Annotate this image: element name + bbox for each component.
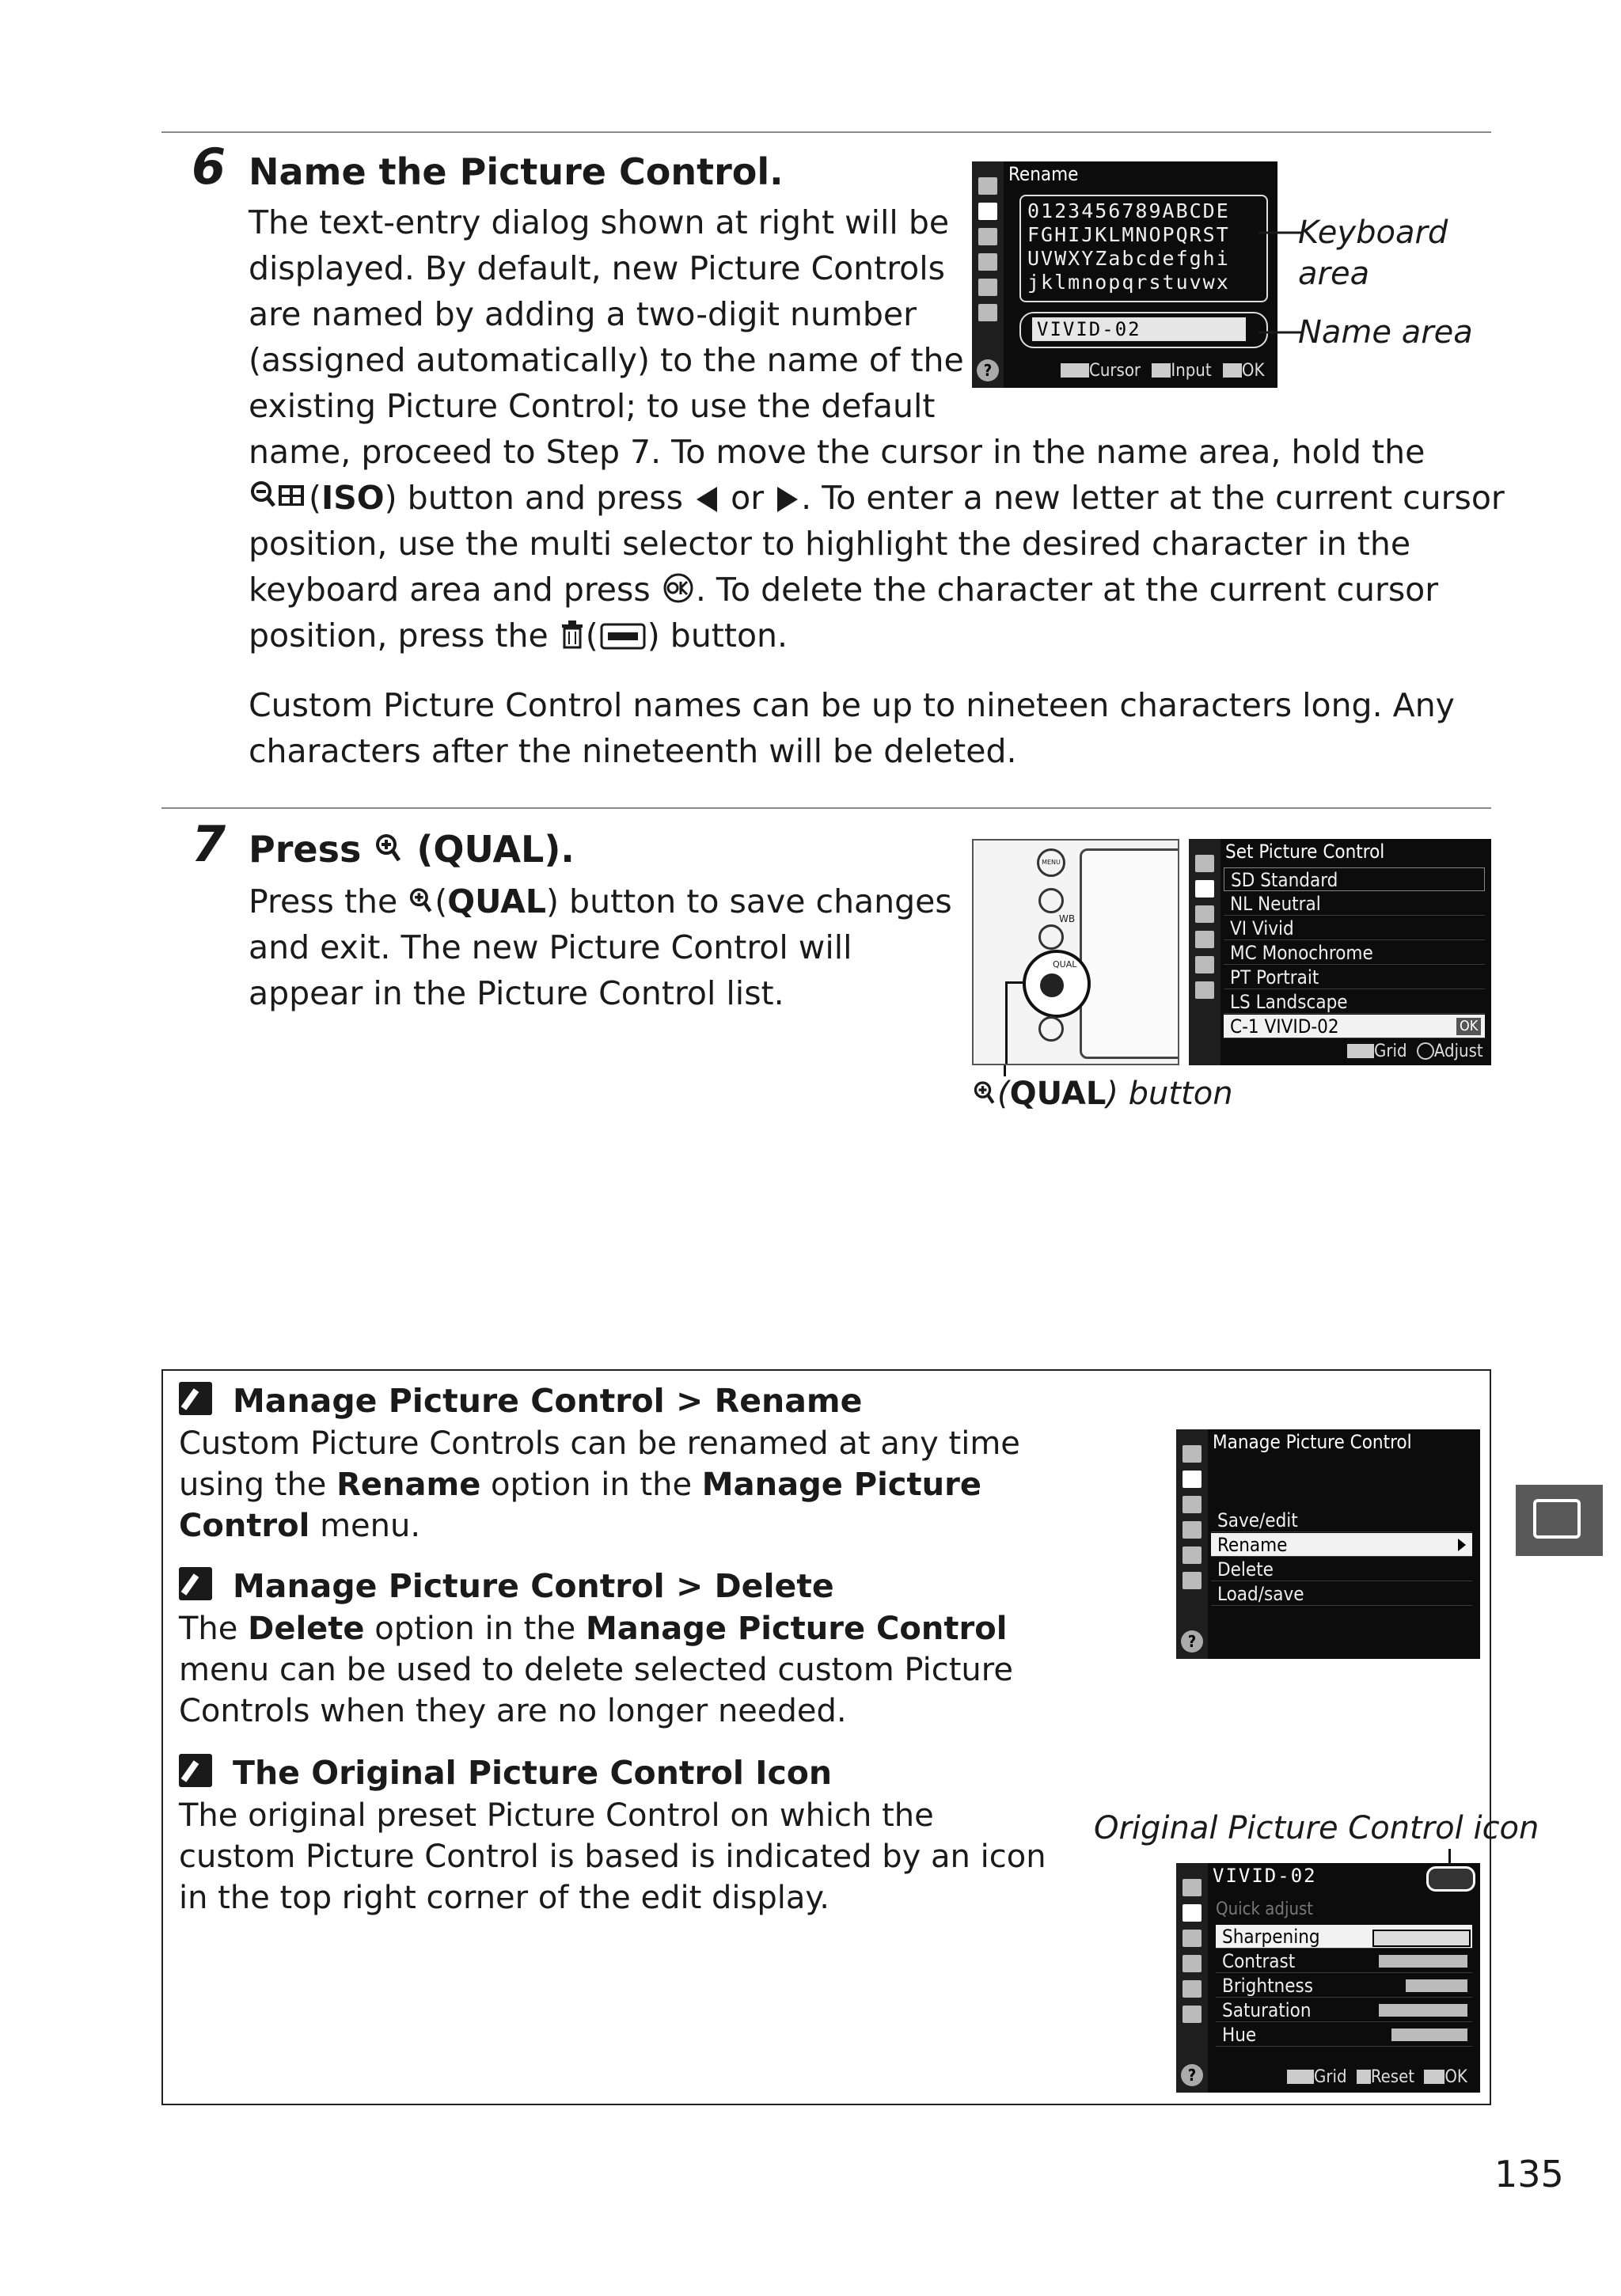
text-fragment: ( (435, 882, 448, 920)
text-fragment: Custom Picture Controls can be renamed at any time (179, 1425, 1020, 1462)
edit-screen-title: VIVID-02 (1213, 1865, 1317, 1887)
text-fragment: . To delete the character at the current cursor (695, 571, 1439, 609)
custom-settings-icon (1195, 905, 1214, 923)
tip-body (179, 1795, 1046, 1918)
menu-tabs (1176, 1429, 1208, 1659)
text-fragment: . To enter a new letter at the current cursor (801, 479, 1505, 517)
keyboard-row: UVWXYZabcdefghi (1027, 247, 1230, 270)
text-line (179, 1608, 1013, 1649)
shooting-menu-icon (978, 203, 997, 220)
left-arrow-icon (697, 487, 717, 512)
tips-box (161, 1369, 1539, 2105)
text-fragment: using the (179, 1467, 337, 1503)
keyboard-row: 0123456789ABCDE (1027, 199, 1230, 222)
text-line: appear in the Picture Control list. (249, 974, 784, 1012)
camera-lcd (1080, 848, 1179, 1059)
camera-back-illustration (972, 839, 1179, 1065)
step-7-title (249, 828, 575, 871)
title-fragment: Press (249, 828, 362, 871)
custom-settings-icon (978, 228, 997, 245)
text-line: displayed. By default, new Picture Controls (249, 249, 946, 287)
menu-option-name: Rename (336, 1467, 481, 1503)
picture-control-item[interactable]: SD Standard (1224, 867, 1485, 891)
text-fragment: ( (585, 617, 598, 655)
shooting-menu-icon (1183, 1904, 1202, 1922)
cursor-button-icon (1061, 363, 1089, 378)
text-line (179, 1795, 1046, 1836)
footer-label: OK (1444, 2067, 1467, 2087)
title-fragment: (QUAL). (416, 828, 575, 871)
top-rule (161, 131, 1491, 133)
keyboard-area-callout (1298, 212, 1448, 294)
adjust-item[interactable]: Brightness (1216, 1974, 1472, 1998)
menu-button: MENU (1037, 848, 1065, 877)
footer-label: OK (1241, 361, 1265, 381)
keyboard-row: jklmnopqrstuvwx (1027, 271, 1230, 294)
footer-label: Grid (1374, 1042, 1407, 1061)
setup-menu-icon (978, 253, 997, 271)
camera-button (1038, 924, 1064, 950)
trash-badge-icon (1357, 2070, 1371, 2084)
picture-control-item[interactable]: VI Vivid (1224, 917, 1485, 940)
section-tab-marker (1516, 1485, 1603, 1556)
tip-heading: The Original Picture Control Icon (233, 1754, 833, 1792)
adjust-slider[interactable] (1372, 1930, 1471, 1947)
text-line (179, 1649, 1013, 1691)
adjust-item-selected[interactable]: Sharpening (1216, 1925, 1472, 1949)
ok-button-icon (662, 572, 694, 604)
text-line: existing Picture Control; to use the default (249, 387, 936, 425)
text-fragment: ( (309, 479, 321, 517)
picture-control-item[interactable]: NL Neutral (1224, 892, 1485, 916)
keyboard-row: FGHIJKLMNOPQRST (1027, 223, 1230, 246)
retouch-menu-icon (1195, 956, 1214, 973)
text-line (179, 1505, 1020, 1546)
rename-footer (1061, 361, 1264, 381)
my-menu-icon (1183, 1572, 1202, 1589)
ok-badge-icon (1152, 363, 1171, 378)
text-line (249, 613, 1505, 658)
text-fragment: custom Picture Control is based is indicated by an icon (179, 1839, 1046, 1875)
text-fragment: Press the (249, 882, 398, 920)
setup-menu-icon (1183, 1521, 1202, 1539)
qual-button-caption (972, 1073, 1233, 1114)
text-line: and exit. The new Picture Control will (249, 928, 852, 966)
my-menu-icon (1195, 981, 1214, 999)
custom-settings-icon (1183, 1496, 1202, 1513)
text-line: Custom Picture Control names can be up to nineteen characters long. Any (249, 686, 1455, 724)
set-picture-control-screen (1189, 839, 1491, 1065)
qual-label: QUAL (1009, 1076, 1107, 1112)
zoom-badge-icon (1223, 363, 1242, 378)
setup-menu-icon (1183, 1955, 1202, 1972)
pencil-note-icon (179, 1567, 212, 1600)
iso-label: ISO (321, 479, 385, 517)
playback-menu-icon (1183, 1445, 1202, 1463)
zoom-in-icon (974, 1080, 996, 1107)
footer-label: Grid (1314, 2067, 1347, 2087)
text-fragment: menu can be used to delete selected custom Picture (179, 1652, 1013, 1688)
manage-picture-control-title: Manage Picture Control (1213, 1431, 1412, 1453)
text-line (249, 475, 1505, 521)
text-line (249, 567, 1505, 613)
menu-item[interactable]: Save/edit (1211, 1509, 1472, 1532)
text-fragment: option in the (364, 1611, 586, 1647)
page-number: 135 (1494, 2153, 1564, 2195)
text-line (179, 1877, 1046, 1918)
playback-menu-icon (1183, 1879, 1202, 1896)
format-icon (600, 623, 646, 650)
caption-pointer-line (1005, 981, 1023, 984)
menu-item[interactable]: Delete (1211, 1558, 1472, 1581)
quick-adjust-label: Quick adjust (1216, 1899, 1314, 1919)
text-fragment: The original preset Picture Control on which the (179, 1797, 934, 1834)
adjust-item[interactable]: Saturation (1216, 1998, 1472, 2022)
qual-button-label: QUAL (1053, 959, 1077, 970)
menu-name: Manage Picture Control (585, 1611, 1008, 1647)
help-icon: ? (977, 359, 999, 381)
text-line: (assigned automatically) to the name of the (249, 341, 964, 379)
step-6-note (249, 682, 1455, 774)
adjust-slider[interactable] (1391, 2028, 1467, 2041)
caption-fragment: ( (997, 1076, 1010, 1112)
text-line (179, 1691, 1013, 1732)
shooting-menu-icon (1533, 1499, 1581, 1539)
menu-item[interactable]: Load/save (1211, 1582, 1472, 1606)
middle-rule (161, 807, 1491, 809)
right-arrow-icon (777, 487, 798, 512)
edit-screen-footer (1287, 2067, 1467, 2087)
playback-menu-icon (978, 177, 997, 195)
step-6-number: 6 (192, 138, 226, 195)
picture-control-item-selected[interactable]: C-1 VIVID-02 (1224, 1015, 1485, 1038)
text-fragment: in the top right corner of the edit display. (179, 1880, 830, 1916)
edit-picture-control-screen (1176, 1863, 1480, 2093)
footer-label: Input (1171, 361, 1212, 381)
text-fragment: ) button. (647, 617, 788, 655)
menu-option-name: Delete (248, 1611, 365, 1647)
text-fragment: position, press the (249, 617, 549, 655)
zoom-in-icon (375, 833, 402, 865)
ok-badge: OK (1456, 1018, 1481, 1035)
adjust-slider[interactable] (1406, 1979, 1467, 1992)
shooting-menu-icon (1195, 880, 1214, 898)
tip-heading: Manage Picture Control > Delete (233, 1567, 834, 1605)
tip-body (179, 1423, 1020, 1546)
rename-screen (972, 161, 1277, 388)
adjust-slider[interactable] (1379, 2004, 1467, 2017)
caption-pointer-line (1005, 981, 1008, 1065)
picture-control-item[interactable]: LS Landscape (1224, 990, 1485, 1014)
adjust-item[interactable]: Contrast (1216, 1949, 1472, 1973)
shooting-menu-icon (1183, 1471, 1202, 1488)
thumbnail-badge-icon (1287, 2070, 1314, 2084)
thumbnail-badge-icon (1347, 1044, 1374, 1058)
help-icon: ? (1181, 1630, 1203, 1653)
caption-fragment: ) button (1106, 1076, 1233, 1112)
wb-button-label: WB (1059, 913, 1076, 924)
text-line: are named by adding a two-digit number (249, 295, 917, 333)
menu-tabs (1189, 839, 1220, 1065)
zoom-in-icon (409, 887, 433, 916)
text-line (249, 879, 952, 924)
text-fragment: or (731, 479, 765, 517)
tip-heading: Manage Picture Control > Rename (233, 1382, 863, 1420)
set-picture-control-title: Set Picture Control (1225, 841, 1385, 863)
menu-name: Manage Picture (701, 1467, 981, 1503)
step-7-body (249, 879, 952, 1016)
name-area-callout: Name area (1298, 314, 1473, 351)
my-menu-icon (978, 304, 997, 321)
text-fragment: menu. (309, 1508, 421, 1544)
pencil-note-icon (179, 1382, 212, 1415)
menu-name: Control (179, 1508, 310, 1544)
camera-button (1038, 1016, 1064, 1042)
picture-control-item[interactable]: MC Monochrome (1224, 941, 1485, 965)
menu-tabs (1176, 1863, 1208, 2093)
text-line: name, proceed to Step 7. To move the cursor in the name area, hold the (249, 433, 1425, 471)
setup-menu-icon (1195, 931, 1214, 948)
trash-icon (560, 620, 584, 650)
text-fragment: option in the (480, 1467, 702, 1503)
step-7-number: 7 (192, 815, 226, 873)
text-line (179, 1836, 1046, 1877)
step-6-title: Name the Picture Control. (249, 150, 784, 193)
text-line: position, use the multi selector to highlight the desired character in the (249, 525, 1411, 563)
menu-item-selected[interactable]: Rename (1211, 1533, 1472, 1557)
set-picture-control-footer (1347, 1042, 1483, 1061)
pencil-note-icon (179, 1754, 212, 1787)
text-fragment: Controls when they are no longer needed. (179, 1693, 847, 1729)
playback-menu-icon (1195, 855, 1214, 872)
qual-label: QUAL (447, 882, 547, 920)
footer-label: Adjust (1433, 1042, 1483, 1061)
adjust-item[interactable]: Hue (1216, 2023, 1472, 2047)
text-line (179, 1464, 1020, 1505)
submenu-arrow-icon (1458, 1539, 1466, 1551)
rename-title: Rename (1008, 163, 1079, 185)
callout-text: area (1298, 256, 1370, 292)
manage-picture-control-screen (1176, 1429, 1480, 1659)
text-fragment: ) button to save changes (546, 882, 952, 920)
qual-button (1040, 973, 1064, 997)
ok-badge-icon (1424, 2070, 1444, 2084)
picture-control-item[interactable]: PT Portrait (1224, 966, 1485, 989)
my-menu-icon (1183, 2006, 1202, 2023)
footer-label: Reset (1370, 2067, 1415, 2087)
original-picture-control-icon (1426, 1866, 1475, 1892)
help-icon: ? (1181, 2064, 1203, 2086)
retouch-menu-icon (978, 279, 997, 296)
camera-button (1038, 888, 1064, 913)
tip-body (179, 1608, 1013, 1732)
original-icon-caption: Original Picture Control icon (1094, 1810, 1539, 1846)
adjust-slider[interactable] (1379, 1955, 1467, 1968)
callout-text: Keyboard (1298, 214, 1448, 251)
text-fragment: The (179, 1611, 249, 1647)
text-line: characters after the nineteenth will be deleted. (249, 732, 1017, 770)
text-fragment: ) button and press (384, 479, 684, 517)
text-fragment: keyboard area and press (249, 571, 651, 609)
text-line: The text-entry dialog shown at right will be (249, 203, 950, 241)
retouch-menu-icon (1183, 1546, 1202, 1564)
retouch-menu-icon (1183, 1980, 1202, 1998)
footer-label: Cursor (1089, 361, 1141, 381)
name-field: VIVID-02 (1032, 317, 1246, 341)
text-line (179, 1423, 1020, 1464)
zoom-out-thumbnail-icon (250, 480, 307, 512)
menu-tabs (972, 161, 1004, 388)
dial-icon (1417, 1042, 1434, 1060)
custom-settings-icon (1183, 1930, 1202, 1947)
